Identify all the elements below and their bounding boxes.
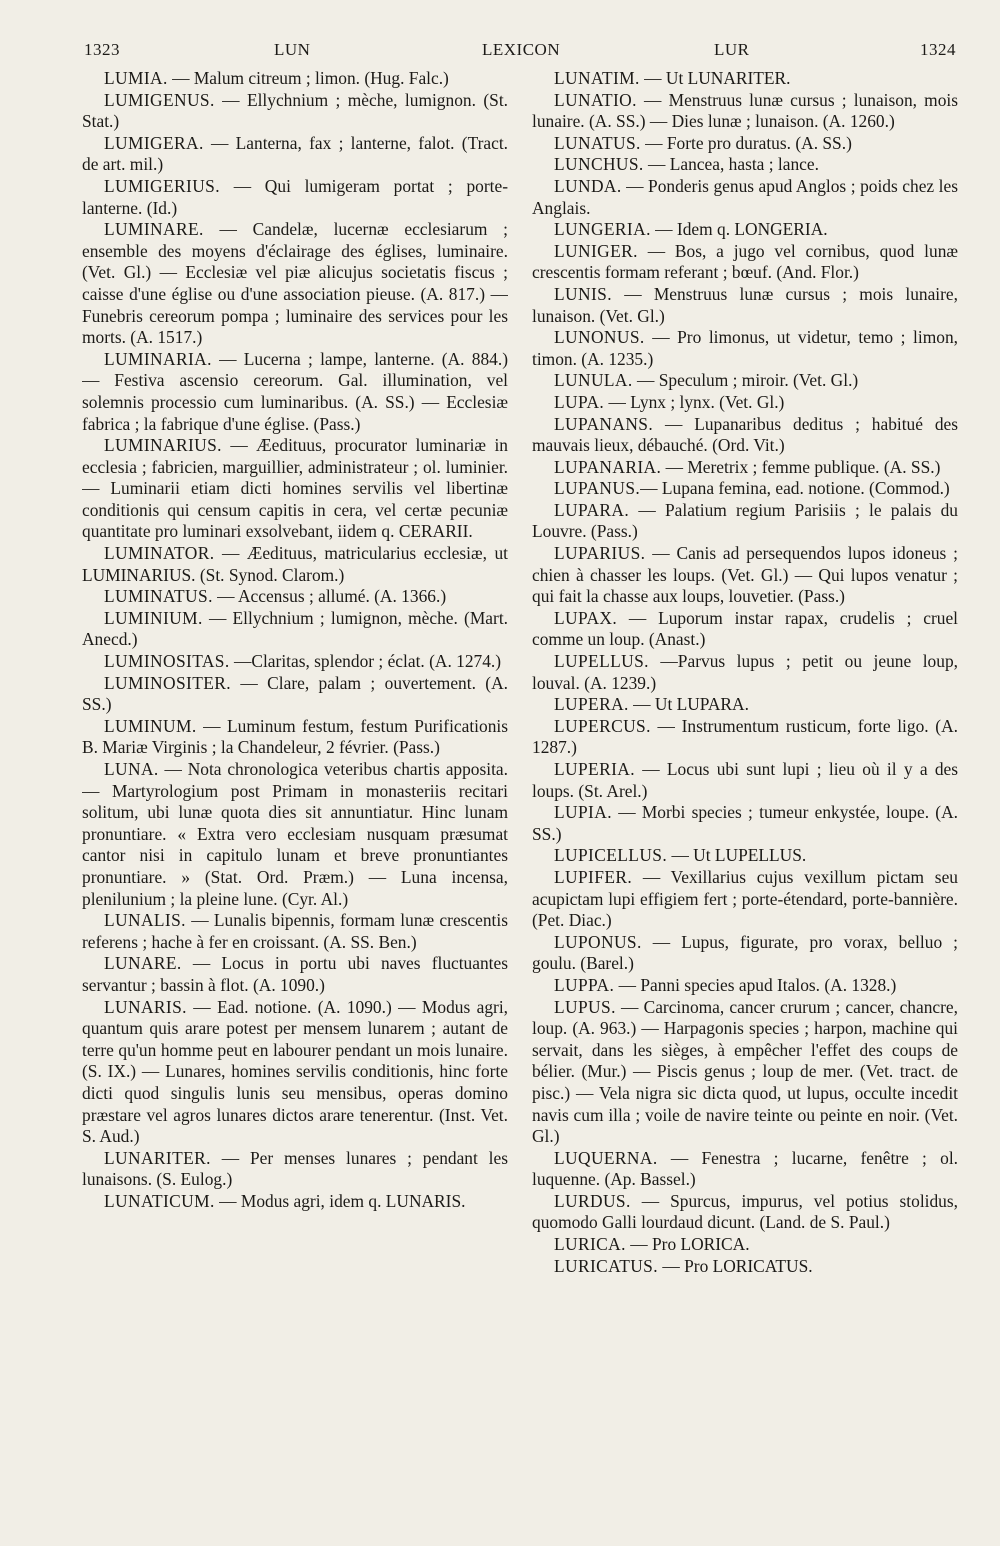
entry-headword: LUNULA.: [554, 370, 633, 391]
running-title: LEXICON: [482, 40, 561, 59]
entry-definition: — Meretrix ; femme publique. (A. SS.): [661, 456, 941, 477]
entry-definition: — Instrumentum rusticum, forte ligo. (A. 1287.): [532, 715, 958, 758]
entry-headword: LUPANANS.: [554, 413, 654, 434]
entry-headword: LUPERIA.: [554, 759, 635, 779]
running-header: [84, 40, 956, 62]
entry-definition: — Carcinoma, cancer crurum ; cancer, chancre, loup. (A. 963.) — Harpagonis species ; harpon, machine qui servait, dans les sièges, à empêcher l'effet des coups de bélier. (Mur.) — Piscis genus ; loup de mer. (Vet. tract. de pisc.) — Vela nigra sic dicta quod, ut lupus, occulte incedit navis cum illa ; voile de navire teinte ou peinte en noir. (Vet. Gl.): [532, 996, 958, 1147]
entry-headword: LUNA.: [104, 759, 159, 779]
dictionary-entry: [82, 910, 508, 953]
dictionary-entry: [532, 133, 958, 155]
entry-definition: — Lupus, figurate, pro vorax, belluo ; goulu. (Barel.): [532, 931, 958, 974]
right-column: [532, 68, 958, 1468]
entry-headword: LUMINARIA.: [104, 348, 212, 369]
dictionary-entry: [532, 457, 958, 479]
entry-definition: — Per menses lunares ; pendant les lunaisons. (S. Eulog.): [82, 1147, 508, 1190]
entry-headword: LURICA.: [554, 1234, 626, 1255]
page-number-right: 1324: [920, 40, 956, 59]
dictionary-entry: [532, 543, 958, 608]
dictionary-entry: [532, 867, 958, 932]
entry-headword: LUPONUS.: [554, 931, 642, 952]
entry-definition: — Pro limonus, ut videtur, temo ; limon, timon. (A. 1235.): [532, 327, 958, 369]
entry-headword: LUMINARE.: [104, 219, 204, 240]
entry-definition: — Lancea, hasta ; lance.: [643, 154, 819, 175]
entry-headword: LUPANARIA.: [554, 456, 662, 477]
entry-definition: — Qui lumigeram portat ; porte-lanterne. (Id.): [82, 175, 508, 218]
entry-headword: LUPIA.: [554, 802, 612, 823]
entry-headword: LUMINARIUS.: [104, 435, 222, 456]
entry-headword: LUNDA.: [554, 175, 622, 196]
entry-definition: —Claritas, splendor ; éclat. (A. 1274.): [229, 651, 502, 672]
entry-headword: LUNARITER.: [104, 1147, 211, 1168]
dictionary-entry: [532, 997, 958, 1148]
entry-definition: — Clare, palam ; ouvertement. (A. SS.): [82, 672, 508, 715]
entry-headword: LUNARIS.: [104, 996, 187, 1017]
entry-headword: LUPERCUS.: [554, 715, 651, 736]
dictionary-entry: [532, 370, 958, 392]
dictionary-entry: [82, 133, 508, 176]
entry-definition: — Menstruus lunæ cursus ; lunaison, mois lunaire. (A. SS.) — Dies lunæ ; lunaison. (A. 1260.): [532, 89, 958, 132]
entry-headword: LUNARE.: [104, 953, 182, 974]
dictionary-entry: [82, 651, 508, 673]
dictionary-entry: [532, 219, 958, 241]
dictionary-entry: [82, 673, 508, 716]
entry-headword: LUQUERNA.: [554, 1147, 658, 1168]
entry-headword: LUNATIM.: [554, 68, 640, 88]
dictionary-entry: [532, 651, 958, 694]
dictionary-entry: [532, 759, 958, 802]
entry-headword: LUNATICUM.: [104, 1190, 215, 1211]
dictionary-entry: [532, 327, 958, 370]
dictionary-entry: [82, 1148, 508, 1191]
entry-definition: — Ponderis genus apud Anglos ; poids chez les Anglais.: [532, 175, 958, 218]
entry-definition: — Ut LUPELLUS.: [667, 845, 807, 866]
entry-headword: LUPANUS.: [554, 478, 641, 499]
dictionary-entry: [82, 68, 508, 90]
guide-word-right: LUR: [714, 40, 750, 59]
entry-definition: — Palatium regium Parisiis ; le palais du Louvre. (Pass.): [532, 499, 958, 542]
dictionary-entry: [532, 694, 958, 716]
dictionary-entry: [532, 1148, 958, 1191]
dictionary-entry: [532, 68, 958, 90]
entry-definition: — Malum citreum ; limon. (Hug. Falc.): [167, 68, 449, 88]
dictionary-entry: [532, 392, 958, 414]
dictionary-entry: [532, 608, 958, 651]
entry-definition: — Spurcus, impurus, vel potius stolidus, quomodo Galli lourdaud dicunt. (Land. de S. Paul.): [532, 1190, 958, 1233]
entry-definition: — Æedituus, matricularius ecclesiæ, ut LUMINARIUS. (St. Synod. Clarom.): [82, 543, 508, 585]
guide-word-left: LUN: [274, 40, 311, 59]
entry-definition: — Lynx ; lynx. (Vet. Gl.): [604, 391, 785, 412]
dictionary-entry: [82, 90, 508, 133]
dictionary-entry: [82, 349, 508, 435]
entry-definition: — Æedituus, procurator luminariæ in ecclesia ; fabricien, marguillier, administrateur ; ol. luminier. — Luminarii etiam dicti homines servilis vel libertinæ conditionis qui censum capitis in cera, vel certæ pecuniæ quantitate pro luminari exsolvebant, iidem q. CERARII.: [82, 435, 508, 542]
dictionary-entry: [532, 241, 958, 284]
dictionary-entry: [82, 543, 508, 586]
entry-headword: LUMINOSITER.: [104, 672, 232, 693]
dictionary-entry: [532, 478, 958, 500]
entry-headword: LUPPA.: [554, 974, 615, 995]
left-column: [82, 68, 508, 1468]
entry-headword: LUMINATOR.: [104, 543, 215, 564]
dictionary-entry: [532, 176, 958, 219]
dictionary-entry: [82, 1191, 508, 1213]
dictionary-entry: [532, 716, 958, 759]
dictionary-entry: [532, 975, 958, 997]
entry-definition: — Lanterna, fax ; lanterne, falot. (Tract. de art. mil.): [82, 132, 508, 175]
entry-definition: — Luporum instar rapax, crudelis ; cruel comme un loup. (Anast.): [532, 607, 958, 650]
entry-definition: — Accensus ; allumé. (A. 1366.): [212, 586, 447, 607]
entry-definition: — Lucerna ; lampe, lanterne. (A. 884.) — Festiva ascensio cereorum. Gal. illumination, vel solemnis processio cum luminaribus. (A. SS.) — Ecclesiæ fabrica ; la fabrique d'une église. (Pass.): [82, 348, 508, 434]
entry-headword: LUPA.: [554, 391, 605, 412]
entry-definition: — Lupana femina, ead. notione. (Commod.): [640, 478, 950, 499]
entry-definition: — Lunalis bipennis, formam lunæ crescentis referens ; hache à fer en croissant. (A. SS. Ben.): [82, 910, 508, 952]
entry-definition: — Forte pro duratus. (A. SS.): [640, 132, 852, 153]
entry-headword: LUNATIO.: [554, 89, 637, 110]
entry-headword: LUNATUS.: [554, 132, 641, 153]
entry-headword: LUPERA.: [554, 694, 629, 715]
entry-headword: LUNIGER.: [554, 240, 638, 261]
entry-definition: —Parvus lupus ; petit ou jeune loup, louval. (A. 1239.): [532, 651, 958, 693]
entry-headword: LUMIGERA.: [104, 132, 204, 153]
dictionary-entry: [532, 1256, 958, 1278]
dictionary-entry: [532, 154, 958, 176]
dictionary-entry: [82, 608, 508, 651]
entry-headword: LUMINUM.: [104, 715, 197, 736]
dictionary-entry: [532, 284, 958, 327]
entry-definition: — Lupanaribus deditus ; habitué des mauvais lieux, débauché. (Ord. Vit.): [532, 413, 958, 456]
entry-headword: LUMIA.: [104, 68, 168, 88]
entry-definition: — Locus ubi sunt lupi ; lieu où il y a des loups. (St. Arel.): [532, 759, 958, 801]
entry-headword: LUNIS.: [554, 283, 612, 304]
dictionary-entry: [532, 1191, 958, 1234]
entry-definition: — Ut LUNARITER.: [639, 68, 791, 88]
dictionary-entry: [82, 586, 508, 608]
page-number-left: 1323: [84, 40, 120, 59]
dictionary-entry: [82, 219, 508, 349]
entry-definition: — Locus in portu ubi naves fluctuantes servantur ; bassin à flot. (A. 1090.): [82, 953, 508, 995]
dictionary-entry: [532, 932, 958, 975]
entry-definition: — Ellychnium ; lumignon, mèche. (Mart. Anecd.): [82, 607, 508, 650]
entry-headword: LUPELLUS.: [554, 651, 649, 672]
dictionary-entry: [532, 802, 958, 845]
entry-headword: LUMIGERIUS.: [104, 175, 220, 196]
entry-definition: — Ead. notione. (A. 1090.) — Modus agri, quantum quis arare potest per mensem lunarem ; autant de terre qu'un homme peut en labourer pendant un mois lunaire. (S. IX.) — Lunares, homines servilis conditionis, hinc forte dicti quod singulis lunis seu mensibus, operas domino præstare vel agros lunares dictos arare tenerentur. (Inst. Vet. S. Aud.): [82, 996, 508, 1147]
dictionary-entry: [82, 176, 508, 219]
entry-headword: LUPUS.: [554, 996, 616, 1017]
entry-headword: LUNGERIA.: [554, 219, 651, 240]
entry-headword: LUPARIUS.: [554, 543, 646, 564]
entry-headword: LUNONUS.: [554, 327, 645, 348]
entry-headword: LUMINATUS.: [104, 586, 213, 607]
entry-headword: LURDUS.: [554, 1190, 631, 1211]
entry-headword: LUMINIUM.: [104, 607, 203, 628]
entry-definition: — Canis ad persequendos lupos idoneus ; chien à chasser les loups. (Vet. Gl.) — Qui lupos venatur ; qui fait la chasse aux loups, louvetier. (Pass.): [532, 543, 958, 607]
entry-headword: LUMIGENUS.: [104, 89, 215, 110]
entry-definition: — Nota chronologica veteribus chartis apposita. — Martyrologium post Primam in monasteriis recitari solitum, ubi lunæ quota dies sit annuntiatur. Hinc lunam pronuntiare. « Extra vero ecclesiam nusquam præsumat cantor nisi in capitulo lunam et breve pronuntiantes pronuntiare. » (Stat. Ord. Præm.) — Luna incensa, plenilunium ; la pleine lune. (Cyr. Al.): [82, 759, 508, 909]
entry-definition: — Pro LORICA.: [625, 1234, 750, 1255]
entry-definition: — Luminum festum, festum Purificationis B. Mariæ Virginis ; la Chandeleur, 2 février. (Pass.): [82, 715, 508, 758]
dictionary-entry: [82, 759, 508, 910]
entry-definition: — Panni species apud Italos. (A. 1328.): [614, 974, 897, 995]
entry-headword: LUPIFER.: [554, 866, 633, 887]
entry-definition: — Ut LUPARA.: [628, 694, 749, 715]
entry-definition: — Vexillarius cujus vexillum pictam seu acupictam lupi effigiem fert ; porte-étendard, porte-bannière. (Pet. Diac.): [532, 866, 958, 931]
dictionary-entry: [82, 953, 508, 996]
entry-definition: — Fenestra ; lucarne, fenêtre ; ol. luquenne. (Ap. Bassel.): [532, 1147, 958, 1190]
dictionary-entry: [532, 414, 958, 457]
entry-definition: — Ellychnium ; mèche, lumignon. (St. Stat.): [82, 89, 508, 132]
entry-headword: LURICATUS.: [554, 1255, 659, 1276]
entry-headword: LUNCHUS.: [554, 154, 644, 175]
dictionary-entry: [532, 500, 958, 543]
entry-definition: — Speculum ; miroir. (Vet. Gl.): [632, 370, 859, 391]
dictionary-entry: [82, 716, 508, 759]
dictionary-entry: [532, 1234, 958, 1256]
dictionary-entry: [82, 997, 508, 1148]
entry-headword: LUNALIS.: [104, 910, 186, 931]
entry-headword: LUPICELLUS.: [554, 845, 668, 866]
entry-definition: — Morbi species ; tumeur enkystée, loupe. (A. SS.): [532, 802, 958, 844]
dictionary-entry: [532, 90, 958, 133]
dictionary-entry: [532, 845, 958, 867]
entry-definition: — Modus agri, idem q. LUNARIS.: [214, 1190, 466, 1211]
entry-definition: — Candelæ, lucernæ ecclesiarum ; ensemble des moyens d'éclairage des églises, luminaire. (Vet. Gl.) — Ecclesiæ vel piæ alicujus societatis fiscus ; caisse d'une église ou d'une association pieuse. (A. 817.) — Funebris cereorum pompa ; luminaire des services pour les morts. (A. 1517.): [82, 219, 508, 348]
entry-headword: LUPARA.: [554, 499, 630, 520]
entry-definition: — Pro LORICATUS.: [658, 1255, 813, 1276]
dictionary-entry: [82, 435, 508, 543]
entry-definition: — Bos, a jugo vel cornibus, quod lunæ crescentis formam referant ; bœuf. (And. Flor.): [532, 240, 958, 283]
entry-definition: — Idem q. LONGERIA.: [650, 219, 828, 240]
entry-headword: LUMINOSITAS.: [104, 651, 230, 672]
entry-definition: — Menstruus lunæ cursus ; mois lunaire, lunaison. (Vet. Gl.): [532, 283, 958, 326]
entry-headword: LUPAX.: [554, 607, 618, 628]
